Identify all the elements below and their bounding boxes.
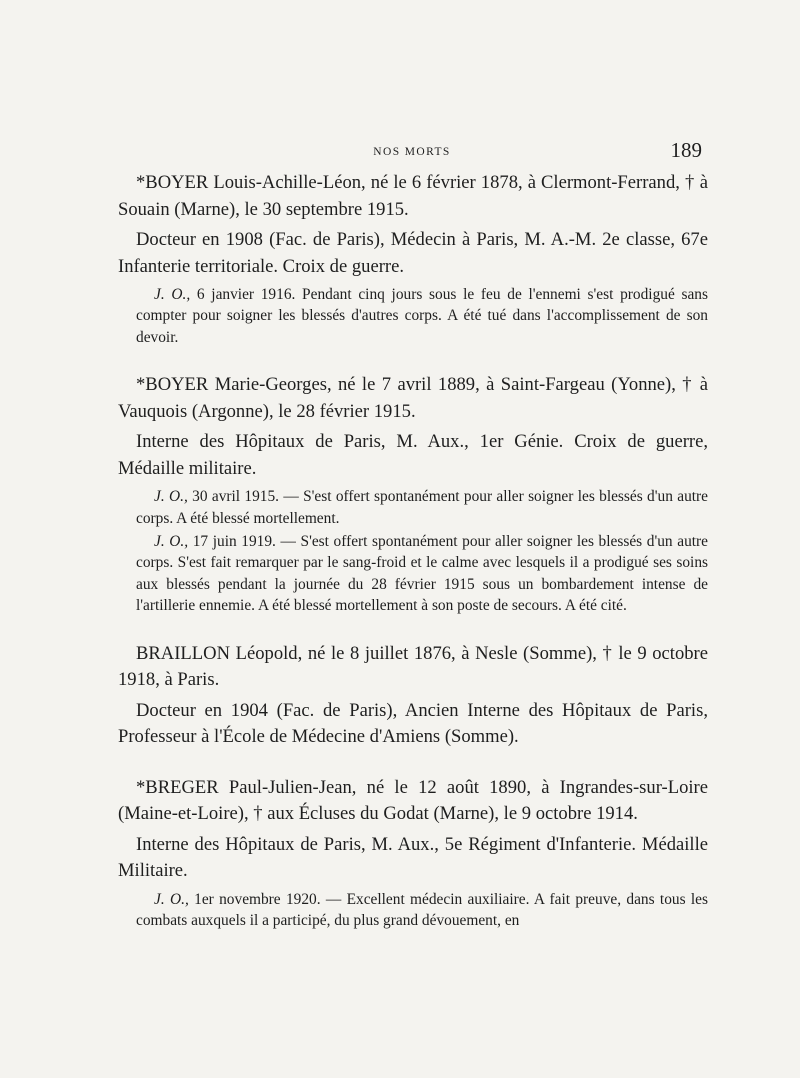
citation — [118, 486, 708, 529]
entry-heading — [118, 775, 708, 828]
entry-text: Interne des Hôpitaux de Paris, M. Aux., 1er Génie. Croix de guerre, Médaille militaire. — [118, 431, 708, 479]
citation — [118, 284, 708, 348]
citation-source: J. O., — [154, 286, 191, 303]
citation-text: 1er novembre 1920. — Excellent médecin auxiliaire. A fait preuve, dans tous les combats auxquels il a participé, du plus grand dévouement, en — [136, 890, 708, 930]
entry-text: Interne des Hôpitaux de Paris, M. Aux., 5e Régiment d'Infanterie. Médaille Militaire. — [118, 833, 708, 882]
entry-name: *BOYER — [136, 172, 209, 193]
entry-heading — [118, 372, 708, 425]
obituary-entry — [118, 372, 708, 616]
entry-text: Léopold, né le 8 juillet 1876, à Nesle (Somme), † le 9 octobre 1918, à Paris. — [118, 642, 709, 691]
citation-text: 30 avril 1915. — S'est offert spontanément pour aller soigner les blessés d'un autre corps. A été blessé mortellement. — [136, 488, 709, 527]
obituary-entry — [118, 170, 708, 348]
citation — [118, 531, 708, 617]
citation — [118, 889, 708, 932]
citation-text: 17 juin 1919. — S'est offert spontanément pour aller soigner les blessés d'un autre corps. S'est fait remarquer par le sang-froid et le calme avec lesquels il a prodigué ses soins aux blessés pendant la journée du 28 février 1915 sous un bombardement intense de l'artillerie ennemie. A été blessé mortellement à son poste de secours. A été cité. — [136, 533, 708, 615]
obituary-entry — [118, 641, 708, 751]
citation-source: J. O., — [154, 890, 189, 908]
entry-text: Paul-Julien-Jean, né le 12 août 1890, à Ingrandes-sur-Loire (Maine-et-Loire), † aux Écluses du Godat (Marne), le 9 octobre 1914. — [118, 776, 708, 825]
page-number: 189 — [670, 138, 702, 162]
entry-heading — [118, 170, 708, 223]
entry-text: Marie-Georges, né le 7 avril 1889, à Saint-Fargeau (Yonne), † à Vauquois (Argonne), le 28 février 1915. — [118, 374, 708, 422]
entry-text: Louis-Achille-Léon, né le 6 février 1878, à Clermont-Ferrand, † à Souain (Marne), le 30 septembre 1915. — [118, 172, 708, 220]
citation-source: J. O., — [154, 533, 189, 551]
entry-name: BRAILLON — [136, 642, 230, 664]
obituary-entry — [118, 775, 708, 932]
running-title: NOS MORTS — [373, 146, 451, 158]
entry-name: *BREGER — [136, 776, 219, 798]
entry-career — [118, 227, 708, 280]
running-head — [118, 138, 706, 168]
entry-name: *BOYER — [136, 374, 209, 396]
page-body — [118, 170, 708, 955]
citation-text: 6 janvier 1916. Pendant cinq jours sous le feu de l'ennemi s'est prodigué sans compter pour soigner les blessés d'autres corps. A été tué dans l'accomplissement de son devoir. — [136, 286, 708, 346]
entry-career — [118, 832, 708, 885]
entry-text: Docteur en 1904 (Fac. de Paris), Ancien Interne des Hôpitaux de Paris, Professeur à l'École de Médecine d'Amiens (Somme). — [118, 699, 708, 748]
entry-career — [118, 698, 708, 751]
citation-source: J. O., — [154, 488, 188, 506]
entry-career — [118, 429, 708, 482]
entry-text: Docteur en 1908 (Fac. de Paris), Médecin à Paris, M. A.-M. 2e classe, 67e Infanterie territoriale. Croix de guerre. — [118, 229, 708, 277]
entry-heading — [118, 641, 708, 694]
